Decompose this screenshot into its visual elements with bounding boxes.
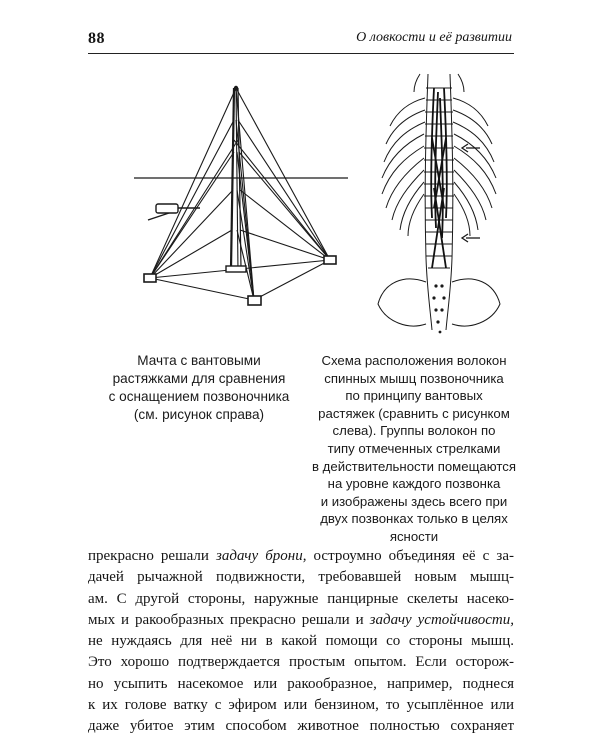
- text-line: дачей рычажной подвижности, требовавшей новым мышц-: [88, 569, 514, 586]
- header-rule: [88, 53, 514, 54]
- page-number: 88: [88, 30, 105, 47]
- text-line: но усыпить насекомое или ракообразное, например, поднеся: [88, 675, 514, 692]
- caption-line: Мачта с вантовыми: [137, 353, 261, 368]
- running-title: О ловкости и её развитии: [356, 30, 512, 45]
- spine-muscles-illustration: [360, 68, 520, 340]
- text-line: мых и ракообразных прекрасно решали и задачу устойчивости,: [88, 611, 514, 628]
- mast-illustration: [120, 80, 360, 320]
- caption-line: в действительности помещаются: [312, 458, 516, 474]
- caption-line: растяжек (сравнить с рисунком: [318, 405, 510, 421]
- caption-line: растяжками для сравнения: [112, 371, 286, 386]
- emphasis: задачу брони,: [216, 548, 307, 564]
- caption-line: ясности: [389, 528, 439, 544]
- text-line: прекрасно решали задачу брони, остроумно объединяя её с за-: [88, 548, 515, 564]
- caption-line: двух позвонках только в целях: [320, 511, 508, 527]
- mast-caption: [96, 352, 302, 424]
- body-paragraph: [88, 546, 514, 738]
- emphasis: задачу устойчивости,: [369, 611, 514, 628]
- caption-line: на уровне каждого позвонка: [327, 476, 501, 492]
- caption-line: спинных мышц позвоночника: [324, 370, 504, 386]
- text-line: даже убитое этим способом животное полностью сохраняет: [88, 718, 514, 735]
- text-line: к их голове ватку с эфиром или бензином, то усыплённое или: [88, 697, 514, 714]
- caption-line: Схема расположения волокон: [321, 353, 507, 368]
- caption-line: с оснащением позвоночника: [108, 389, 290, 404]
- caption-line: и изображены здесь всего при: [320, 493, 508, 509]
- caption-line: типу отмеченных стрелками: [327, 440, 501, 456]
- text-line: Это хорошо подтверждается простым опытом. Если осторож-: [88, 654, 514, 671]
- spine-caption: [308, 352, 520, 546]
- text-line: не нуждаясь для неё ни в какой помощи со стороны мышц.: [88, 633, 514, 650]
- caption-line: по принципу вантовых: [345, 388, 483, 404]
- text-line: ам. С другой стороны, наружные панцирные скелеты насеко-: [88, 590, 514, 607]
- caption-line: (см. рисунок справа): [133, 407, 265, 422]
- caption-line: слева). Группы волокон по: [332, 423, 496, 439]
